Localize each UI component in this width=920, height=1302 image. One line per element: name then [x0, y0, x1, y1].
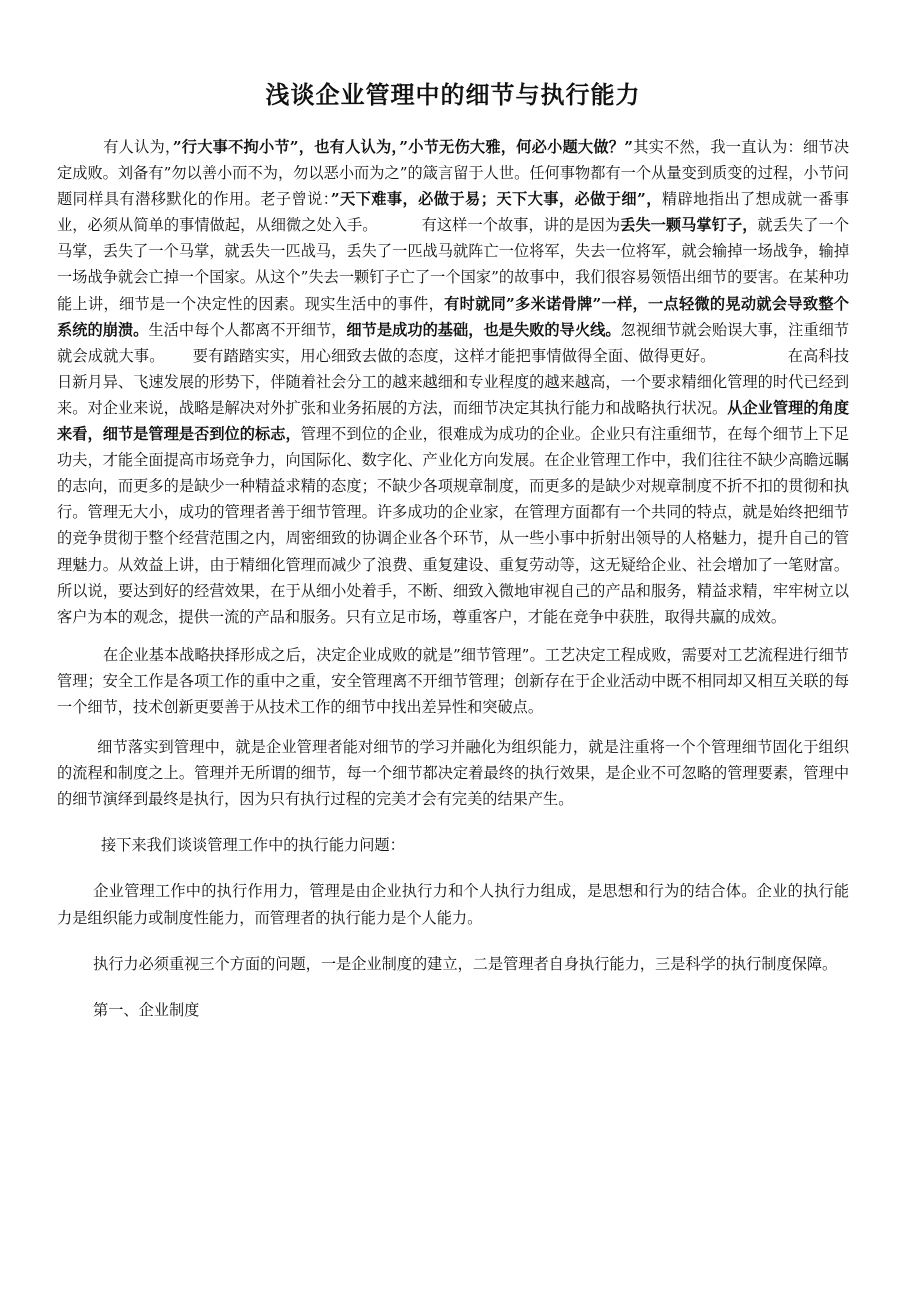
- p1-bold-6: 从企业管理的角度来看，细节是管理是否到位的标志，: [57, 398, 850, 444]
- p1-text-1: 有人认为，: [103, 138, 173, 156]
- document-page: [57, 78, 849, 1023]
- paragraph-1: [57, 134, 849, 630]
- paragraph-2: [57, 642, 849, 720]
- p1-text-8: 要有踏踏实实，用心细致去做的态度，这样才能把事情做得全面、做得更好。: [192, 346, 716, 365]
- p7-text: 第一、企业制度: [93, 1000, 200, 1019]
- p5-text: 企业管理工作中的执行作用力，管理是由企业执行力和个人执行力组成，是思想和行为的结合体。企业的执行能力是组织能力或制度性能力，而管理者的执行能力是个人能力。: [57, 882, 849, 927]
- p1-text-3: 精辟地指出了想成就一番事业，必须从简单的事情做起，从细微之处入手。: [57, 190, 849, 235]
- p1-bold-3: 丢失一颗马掌钉子，: [620, 216, 758, 235]
- paragraph-5: [57, 878, 849, 930]
- p6-text: 执行力必须重视三个方面的问题，一是企业制度的建立，二是管理者自身执行能力，三是科学的执行制度保障。: [93, 954, 838, 973]
- p1-bold-2: ”天下难事，必做于易；天下大事，必做于细”，: [330, 190, 662, 209]
- paragraph-7: [57, 997, 849, 1023]
- p3-text: 细节落实到管理中，就是企业管理者能对细节的学习并融化为组织能力，就是注重将一个个管理细节固化于组织的流程和制度之上。管理并无所谓的细节，每一个细节都决定着最终的执行效果，是企业不可忽略的管理要素，管理中的细节演绎到最终是执行，因为只有执行过程的完美才会有完美的结果产生。: [57, 738, 849, 809]
- document-title: 浅谈企业管理中的细节与执行能力: [265, 81, 641, 109]
- p1-bold-4: 有时就同”多米诺骨牌”一样，一点轻微的晃动就会导致整个系统的崩溃。: [57, 294, 849, 339]
- paragraph-6: [57, 951, 849, 977]
- p4-text: 接下来我们谈谈管理工作中的执行能力问题：: [101, 836, 405, 855]
- p1-bold-1: ”行大事不拘小节”，也有人认为，”小节无伤大雅，何必小题大做？”: [172, 138, 633, 156]
- p1-bold-5: 细节是成功的基础，也是失败的导火线。: [346, 320, 621, 339]
- p1-text-2: 其实不然，我一直认为：细节决定成败。刘备有”勿以善小而不为，勿以恶小而为之”的箴言留于人世。任何事物都有一个从量变到质变的过程，小节问题同样具有潜移默化的作用。老子曾说：: [57, 138, 850, 209]
- p1-text-6: 生活中每个人都离不开细节，: [148, 320, 347, 339]
- p1-text-5: 就丢失了一个马掌，丢失了一个马掌，就丢失一匹战马，丢失了一匹战马就阵亡一位将军，失去一位将军，就会输掉一场战争，输掉一场战争就会亡掉一个国家。从这个”失去一颗钉子亡了一个国家”的故事中，我们很容易领悟出细节的要害。在某种功能上讲，细节是一个决定性的因素。现实生活中的事件，: [57, 216, 850, 313]
- p1-text-7: 忽视细节就会贻误大事，注重细节就会成就大事。: [57, 320, 850, 365]
- p1-text-9: 在高科技日新月异、飞速发展的形势下，伴随着社会分工的越来越细和专业程度的越来越高，一个要求精细化管理的时代已经到来。对企业来说，战略是解决对外扩张和业务拓展的方法，而细节决定其执行能力和战略执行状况。: [57, 346, 850, 417]
- p1-text-4: 有这样一个故事，讲的是因为: [421, 216, 621, 235]
- paragraph-3: [57, 734, 849, 812]
- p2-text: 在企业基本战略抉择形成之后，决定企业成败的就是”细节管理”。工艺决定工程成败，需要对工艺流程进行细节管理；安全工作是各项工作的重中之重，安全管理离不开细节管理；创新存在于企业活动中既不相同却又相互关联的每一个细节，技术创新更要善于从技术工作的细节中找出差异性和突破点。: [57, 645, 849, 716]
- p1-text-10: 管理不到位的企业，很难成为成功的企业。企业只有注重细节，在每个细节上下足功夫，才能全面提高市场竞争力，向国际化、数字化、产业化方向发展。在企业管理工作中，我们往往不缺少高瞻远瞩的志向，而更多的是缺少一种精益求精的态度；不缺少各项规章制度，而更多的是缺少对规章制度不折不扣的贯彻和执行。管理无大小，成功的管理者善于细节管理。许多成功的企业家，在管理方面都有一个共同的特点，就是始终把细节的竞争贯彻于整个经营范围之内，周密细致的协调企业各个环节，从一些小事中折射出领导的人格魅力，提升自己的管理魅力。从效益上讲，由于精细化管理而减少了浪费、重复建设、重复劳动等，这无疑给企业、社会增加了一笔财富。所以说，要达到好的经营效果，在于从细小处着手，不断、细致入微地审视自己的产品和服务，精益求精，牢牢树立以客户为本的观念，提供一流的产品和服务。只有立足市场，尊重客户，才能在竞争中获胜，取得共赢的成效。: [57, 425, 850, 626]
- paragraph-4: [57, 832, 849, 858]
